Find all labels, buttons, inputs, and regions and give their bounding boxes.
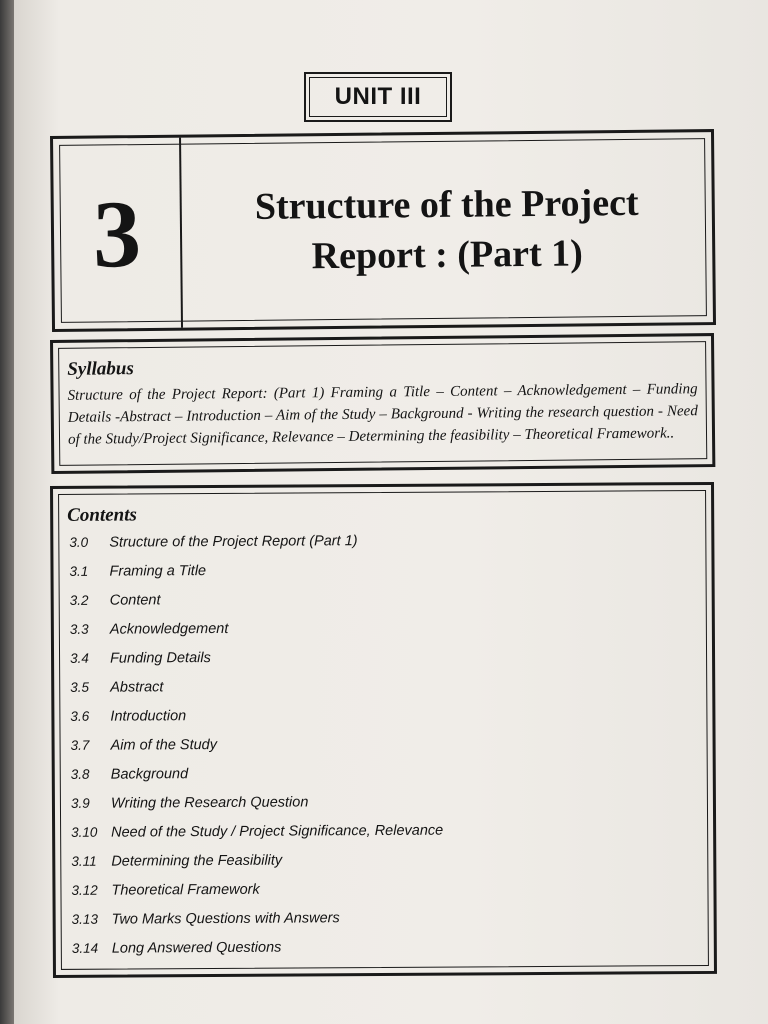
item-title: Aim of the Study [110,736,218,754]
item-title: Determining the Feasibility [111,852,283,870]
list-item [71,879,703,912]
item-number: 3.0 [69,534,89,550]
unit-label-box [304,72,452,122]
list-item [72,908,704,941]
item-number: 3.5 [70,679,90,695]
contents-section [50,482,717,978]
list-item [70,705,702,738]
item-title: Framing a Title [109,563,207,580]
item-number: 3.4 [70,650,89,666]
chapter-title [181,132,713,328]
contents-heading: Contents [67,504,137,526]
item-title: Content [109,592,161,609]
item-number: 3.7 [70,737,90,753]
list-item [70,676,702,709]
chapter-header [50,129,716,332]
item-number: 3.14 [71,940,99,956]
book-page [14,0,768,1024]
item-number: 3.9 [70,795,90,811]
item-title: Abstract [110,679,164,696]
chapter-title-line2: Report : (Part 1) [311,232,584,278]
item-title: Writing the Research Question [110,794,309,812]
list-item [71,734,703,767]
list-item [72,937,704,970]
item-number: 3.6 [70,708,90,724]
item-number: 3.11 [71,853,97,869]
item-title: Structure of the Project Report (Part 1) [109,533,358,551]
item-number: 3.3 [69,621,89,637]
item-number: 3.8 [70,766,90,782]
item-title: Introduction [110,708,187,725]
item-title: Funding Details [110,650,211,667]
syllabus-section [50,333,715,474]
list-item [71,850,703,883]
item-title: Long Answered Questions [111,939,282,957]
list-item [71,821,703,854]
item-title: Acknowledgement [109,620,229,638]
list-item [70,647,702,680]
list-item [70,618,702,651]
item-title: Theoretical Framework [111,881,260,899]
chapter-number: 3 [53,138,183,329]
item-number: 3.1 [69,563,89,579]
syllabus-text: Structure of the Project Report: (Part 1) Framing a Title – Content – Acknowledgement – Funding Details -Abstract – Introduction – Aim of the Study – Background - Writing the research question - Need of the Study/Project Significance, Relevance – Determining the feasibility – Theoretical Framework.. [67,381,698,448]
item-title: Two Marks Questions with Answers [111,910,340,928]
syllabus-heading: Syllabus [67,358,134,380]
list-item [69,560,701,593]
contents-list [69,531,704,970]
item-title: Background [110,766,189,783]
item-number: 3.2 [69,592,89,608]
book-spine-shadow [0,0,14,1024]
list-item [70,589,702,622]
list-item [71,792,703,825]
item-number: 3.13 [71,911,98,927]
item-number: 3.12 [71,882,98,898]
unit-label: UNIT III [309,77,447,117]
item-number: 3.10 [71,824,98,840]
chapter-title-line1: Structure of the Project [254,181,639,228]
item-title: Need of the Study / Project Significance, Relevance [111,822,444,841]
list-item [71,763,703,796]
list-item [69,531,701,564]
